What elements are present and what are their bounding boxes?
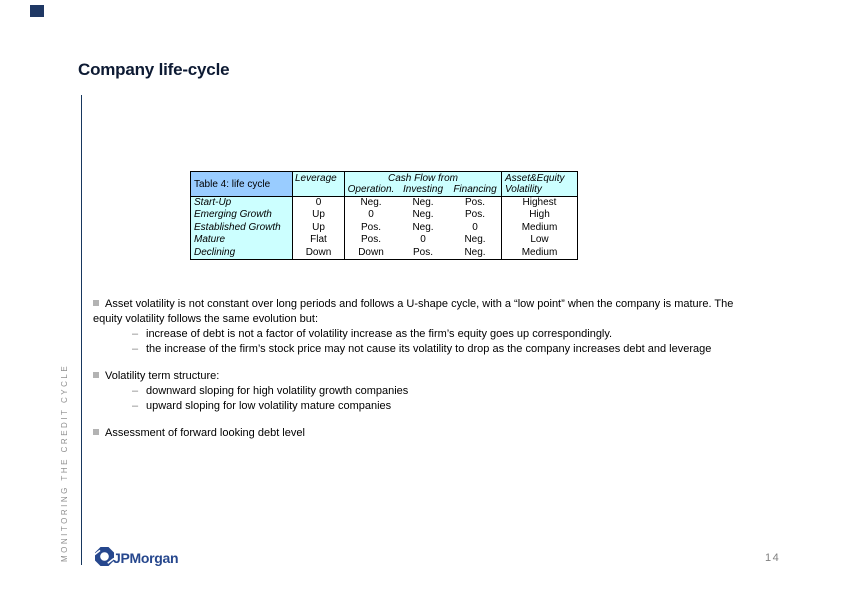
stage-cell: Start-Up (191, 197, 293, 209)
leverage-cell: Up (293, 222, 345, 234)
asset-equity-label: Asset&Equity (505, 173, 565, 184)
financing-cell: Pos. (449, 197, 502, 209)
bullet-group-assessment (93, 426, 749, 441)
financing-cell: 0 (449, 222, 502, 234)
bullet-item (93, 369, 749, 384)
operation-cell: Pos. (360, 234, 381, 246)
table-row (191, 209, 577, 221)
bullet-item (93, 297, 749, 327)
square-bullet-icon (93, 300, 99, 306)
leverage-cell: Up (293, 209, 345, 221)
investing-cell: Neg. (412, 221, 434, 233)
volatility-cell: Highest (522, 197, 557, 208)
sub-bullet-text: upward sloping for low volatility mature companies (146, 400, 392, 412)
volatility-cell: Medium (521, 246, 558, 258)
operation-cell: 0 (368, 209, 374, 221)
volatility-cell: Medium (521, 221, 558, 233)
bullet-group-volatility-term-structure (93, 369, 749, 414)
stage-cell: Declining (191, 247, 293, 259)
subheader-operation: Operation. (347, 184, 395, 195)
dash-bullet-icon: – (132, 343, 139, 355)
life-cycle-table (190, 171, 578, 260)
bullet-text: Assessment of forward looking debt level (105, 427, 305, 439)
page-title: Company life-cycle (78, 60, 230, 79)
body-text (93, 297, 749, 453)
table-corner-header (191, 172, 293, 196)
sub-bullet (93, 327, 749, 342)
jpmorgan-wordmark: JPMorgan (113, 550, 179, 566)
sub-bullet-text: downward sloping for high volatility growth companies (146, 385, 409, 397)
investing-cell: Neg. (412, 197, 434, 208)
stage-cell: Emerging Growth (191, 209, 293, 221)
table-row (191, 222, 577, 234)
sub-bullet (93, 399, 749, 414)
investing-cell: Neg. (412, 209, 434, 221)
dash-bullet-icon: – (132, 385, 139, 397)
dash-bullet-icon: – (132, 400, 139, 412)
jpmorgan-mark-icon (94, 546, 115, 567)
sub-bullet (93, 342, 749, 357)
subheader-investing: Investing (402, 184, 444, 195)
sub-bullet (93, 384, 749, 399)
cash-flow-subheaders (345, 184, 501, 195)
table-row (191, 247, 577, 259)
page-number: 14 (765, 552, 781, 564)
column-header-asset-equity-volatility (502, 172, 577, 196)
volatility-cell: High (529, 209, 550, 221)
leverage-cell: Flat (293, 234, 345, 246)
leverage-cell: Down (293, 247, 345, 259)
bullet-text: Asset volatility is not constant over long periods and follows a U-shape cycle, with a “low point” when the company is mature. The equity volatility follows the same evolution but: (93, 298, 734, 325)
column-header-cash-flow (345, 172, 502, 196)
vertical-divider (81, 95, 82, 565)
volatility-label: Volatility (505, 184, 542, 195)
cash-flow-group-label: Cash Flow from (387, 173, 458, 184)
financing-cell: Pos. (449, 209, 502, 221)
volatility-cell: Low (530, 234, 549, 246)
section-vertical-label: MONITORING THE CREDIT CYCLE (60, 363, 69, 562)
sub-bullet-text: the increase of the firm’s stock price may not cause its volatility to drop as the company increases debt and leverage (146, 343, 712, 355)
sub-bullet-text: increase of debt is not a factor of volatility increase as the firm’s equity goes up correspondingly. (146, 328, 613, 340)
operation-cell: Pos. (360, 221, 381, 233)
bullet-group-asset-volatility (93, 297, 749, 357)
stage-cell: Established Growth (191, 222, 293, 234)
jpmorgan-logo (94, 546, 178, 567)
bullet-item (93, 426, 749, 441)
investing-cell: Pos. (412, 246, 433, 258)
square-bullet-icon (93, 372, 99, 378)
square-bullet-icon (93, 429, 99, 435)
dash-bullet-icon: – (132, 328, 139, 340)
financing-cell: Neg. (449, 234, 502, 246)
table-header-row (191, 172, 577, 197)
leverage-cell: 0 (293, 197, 345, 209)
financing-cell: Neg. (449, 247, 502, 259)
subheader-financing: Financing (453, 184, 497, 195)
operation-cell: Neg. (360, 197, 382, 208)
investing-cell: 0 (420, 234, 426, 246)
operation-cell: Down (358, 246, 384, 258)
table-corner-label: Table 4: life cycle (194, 178, 271, 190)
stage-cell: Mature (191, 234, 293, 246)
slide-corner-marker (30, 5, 44, 17)
table-row (191, 234, 577, 246)
table-row (191, 197, 577, 209)
column-header-leverage: Leverage (293, 172, 345, 196)
bullet-text: Volatility term structure: (105, 370, 220, 382)
